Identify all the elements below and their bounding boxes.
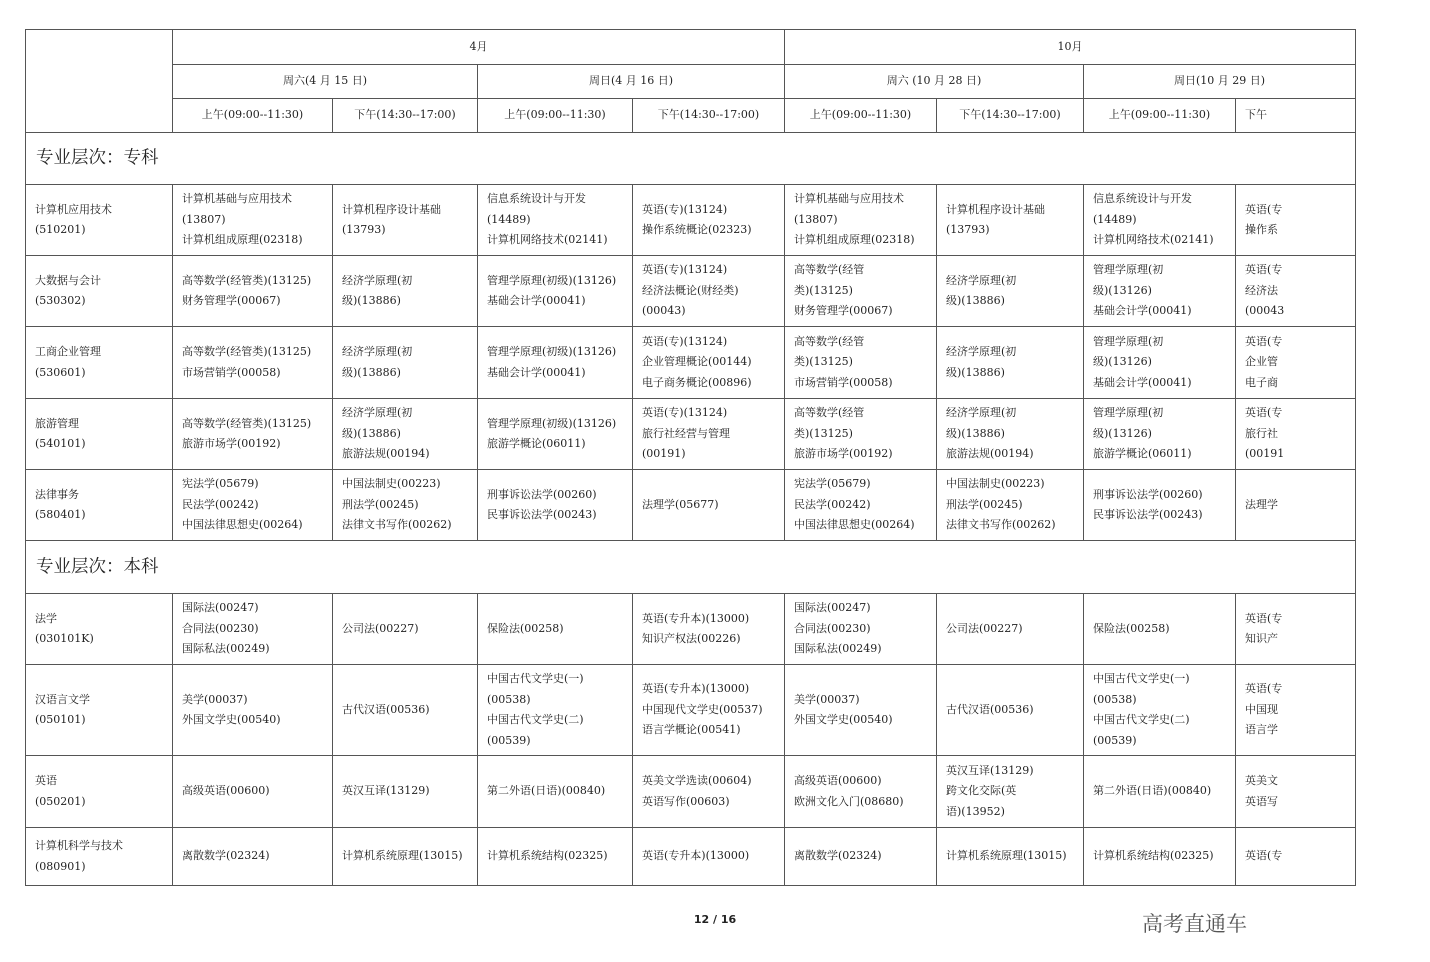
cell-line: 法理学(05677) [642,497,719,511]
course-cell [478,756,633,828]
cell-line: 离散数学(02324) [182,849,270,863]
cell-line: 英语(专 [1245,334,1283,348]
cell-line: 中国古代文学史(一) [487,672,584,685]
cell-line: 公司法(00227) [946,621,1023,635]
cell-line: 宪法学(05679) [794,477,871,491]
cell-line: 刑事诉讼法学(00260) [1093,487,1203,501]
cell-line: 企业管理概论(00144) [642,355,752,369]
course-cell [478,828,633,886]
course-cell [785,185,937,256]
time-slot-header: 上午(09:00--11:30) [478,99,633,133]
course-cell [1084,327,1236,399]
cell-line: (00043 [1245,304,1285,318]
corner-cell [26,30,173,133]
course-cell [333,594,478,665]
cell-line: (050201) [35,794,86,808]
cell-line: 英汉互译(13129) [946,763,1034,777]
course-cell [478,665,633,756]
course-cell [1236,185,1356,256]
cell-line: (00538) [1093,692,1137,706]
cell-line: 级)(13886) [342,294,401,307]
cell-line: 合同法(00230) [794,621,871,635]
course-cell [173,756,333,828]
course-cell [937,828,1084,886]
course-cell [1236,828,1356,886]
cell-line: 管理学原理(初级)(13126) [487,273,617,287]
cell-line: 英语写 [1245,794,1278,808]
cell-line: 信息系统设计与开发 [1093,192,1192,206]
cell-line: 英语(专升本)(13000) [642,611,750,625]
cell-line: 电子商务概论(00896) [642,375,752,389]
cell-line: 经济学原理(初 [342,406,413,420]
course-cell [785,399,937,470]
course-cell [173,185,333,256]
major-cell [26,756,173,828]
cell-line: 计算机组成原理(02318) [182,233,303,247]
time-slot-header: 下午(14:30--17:00) [633,99,785,133]
slot-header-row [26,99,1356,133]
cell-line: 中国现 [1245,702,1278,716]
cell-line: 信息系统设计与开发 [487,192,586,206]
course-cell [1236,756,1356,828]
cell-line: 高级英语(00600) [182,784,270,798]
cell-line: 跨文化交际(英 [946,784,1017,798]
table-row [26,327,1356,399]
course-cell [333,665,478,756]
cell-line: 计算机系统原理(13015) [342,849,463,863]
course-cell [1236,399,1356,470]
table-row [26,185,1356,256]
time-slot-header: 下午(14:30--17:00) [333,99,478,133]
cell-line: (14489) [1093,212,1137,226]
cell-line: (13793) [342,223,386,236]
cell-line: (13793) [946,223,990,236]
cell-line: 计算机网络技术(02141) [487,233,608,247]
cell-line: 国际法(00247) [182,601,259,615]
course-cell [1084,665,1236,756]
table-row [26,256,1356,327]
table-row [26,594,1356,665]
time-slot-header: 上午(09:00--11:30) [785,99,937,133]
cell-line: 计算机基础与应用技术 [182,192,292,206]
cell-line: 级)(13886) [342,426,401,440]
course-cell [173,399,333,470]
cell-line: 经济学原理(初 [342,345,413,358]
cell-line: 类)(13125) [794,283,853,297]
day-header: 周六 (10 月 28 日) [785,65,1084,99]
time-slot-header: 上午(09:00--11:30) [173,99,333,133]
cell-line: 法理学 [1245,497,1278,511]
cell-line: 级)(13886) [342,365,401,379]
course-cell [1236,256,1356,327]
cell-line: 汉语言文学 [35,692,90,706]
table-row [26,665,1356,756]
cell-line: 大数据与会计 [35,273,101,287]
cell-line: 市场营销学(00058) [182,365,281,379]
cell-line: 语)(13952) [946,804,1005,818]
cell-line: 美学(00037) [182,692,248,706]
cell-line: (030101K) [35,632,94,645]
course-cell [173,327,333,399]
course-cell [173,665,333,756]
course-cell [1236,665,1356,756]
cell-line: 民事诉讼法学(00243) [1093,508,1203,521]
course-cell [1084,828,1236,886]
cell-line: (00539) [487,733,531,747]
cell-line: 民法学(00242) [794,497,871,511]
cell-line: 离散数学(02324) [794,849,882,863]
cell-line: 高级英语(00600) [794,774,882,787]
course-cell [1236,470,1356,541]
cell-line: 电子商 [1245,375,1278,389]
major-cell [26,594,173,665]
cell-line: 基础会计学(00041) [487,294,586,307]
cell-line: (00538) [487,692,531,706]
major-cell [26,828,173,886]
major-cell [26,327,173,399]
time-slot-header: 下午 [1236,99,1356,133]
cell-line: 计算机系统原理(13015) [946,849,1067,863]
cell-line: 英语(专)(13124) [642,406,728,420]
cell-line: 刑法学(00245) [342,497,419,511]
course-cell [937,665,1084,756]
section-row [26,541,1356,594]
course-cell [633,399,785,470]
course-cell [173,256,333,327]
cell-line: 中国古代文学史(一) [1093,672,1190,685]
table-row [26,470,1356,541]
course-cell [478,256,633,327]
cell-line: (13807) [182,212,226,226]
cell-line: 英语(专 [1245,406,1283,420]
table-row [26,756,1356,828]
course-cell [1236,594,1356,665]
cell-line: (00043) [642,304,686,318]
course-cell [173,594,333,665]
course-cell [333,828,478,886]
cell-line: 工商企业管理 [35,345,101,358]
cell-line: 保险法(00258) [1093,621,1170,635]
cell-line: 旅行社 [1245,426,1278,440]
course-cell [633,756,785,828]
cell-line: 经济法 [1245,283,1278,297]
cell-line: 旅游学概论(06011) [1093,447,1192,461]
cell-line: 中国法制史(00223) [946,477,1045,491]
course-cell [633,327,785,399]
cell-line: 英语(专 [1245,849,1283,863]
cell-line: 英语(专)(13124) [642,263,728,277]
course-cell [333,470,478,541]
course-cell [1084,470,1236,541]
course-cell [937,256,1084,327]
cell-line: (510201) [35,223,86,236]
cell-line: 高等数学(经管类)(13125) [182,345,312,358]
cell-line: 管理学原理(初 [1093,406,1164,420]
cell-line: 国际私法(00249) [794,642,882,656]
cell-line: (530601) [35,365,86,379]
course-cell [478,185,633,256]
time-slot-header: 下午(14:30--17:00) [937,99,1084,133]
course-cell [785,256,937,327]
course-cell [633,665,785,756]
cell-line: 类)(13125) [794,426,853,440]
cell-line: (00191) [642,447,686,461]
course-cell [785,828,937,886]
cell-line: 法律事务 [35,487,79,501]
cell-line: 计算机程序设计基础 [946,202,1045,216]
day-header: 周六(4 月 15 日) [173,65,478,99]
course-cell [1084,256,1236,327]
cell-line: 中国法律思想史(00264) [182,518,303,532]
cell-line: 计算机应用技术 [35,202,112,216]
course-cell [333,756,478,828]
cell-line: 法学 [35,611,57,625]
course-cell [937,185,1084,256]
cell-line: 古代汉语(00536) [342,702,430,716]
section-title: 专业层次：专科 [26,133,1356,185]
course-cell [333,327,478,399]
course-cell [478,399,633,470]
cell-line: 财务管理学(00067) [182,294,281,307]
cell-line: 级)(13126) [1093,355,1152,369]
cell-line: (580401) [35,508,86,521]
watermark: 高考直通车 [1142,912,1247,936]
day-header: 周日(4 月 16 日) [478,65,785,99]
course-cell [333,185,478,256]
cell-line: 英汉互译(13129) [342,784,430,798]
cell-line: (13807) [794,212,838,226]
month-header: 4月 [173,30,785,65]
cell-line: (540101) [35,437,86,450]
course-cell [937,327,1084,399]
cell-line: 英语(专)(13124) [642,202,728,216]
page-number: 12 / 16 [693,913,737,926]
cell-line: 旅游法规(00194) [946,447,1034,461]
cell-line: 高等数学(经管 [794,406,865,420]
course-cell [333,399,478,470]
cell-line: 英语(专升本)(13000) [642,849,750,863]
cell-line: 语言学 [1245,723,1278,737]
cell-line: 中国古代文学史(二) [487,713,584,726]
cell-line: 英语(专 [1245,263,1283,277]
cell-line: 企业管 [1245,355,1278,369]
cell-line: 第二外语(日语)(00840) [487,784,606,798]
cell-line: 计算机基础与应用技术 [794,192,904,206]
cell-line: 基础会计学(00041) [487,365,586,379]
cell-line: 法律文书写作(00262) [342,518,452,532]
course-cell [173,828,333,886]
cell-line: 国际法(00247) [794,601,871,615]
cell-line: 英语(专 [1245,682,1283,696]
course-cell [785,756,937,828]
cell-line: 操作系统概论(02323) [642,223,752,236]
exam-schedule-table [25,29,1356,886]
time-slot-header: 上午(09:00--11:30) [1084,99,1236,133]
course-cell [1084,399,1236,470]
cell-line: 中国现代文学史(00537) [642,702,763,716]
cell-line: 宪法学(05679) [182,477,259,491]
major-cell [26,185,173,256]
course-cell [478,470,633,541]
cell-line: (00191 [1245,447,1285,461]
cell-line: 美学(00037) [794,692,860,706]
course-cell [1084,185,1236,256]
course-cell [785,665,937,756]
course-cell [785,594,937,665]
major-cell [26,665,173,756]
cell-line: 基础会计学(00041) [1093,375,1192,389]
cell-line: 类)(13125) [794,355,853,369]
course-cell [937,594,1084,665]
table-row [26,828,1356,886]
cell-line: (080901) [35,859,86,873]
course-cell [633,256,785,327]
cell-line: 知识产权法(00226) [642,632,741,645]
month-header: 10月 [785,30,1356,65]
cell-line: 旅游法规(00194) [342,447,430,461]
course-cell [937,399,1084,470]
cell-line: 旅游管理 [35,416,79,430]
day-header: 周日(10 月 29 日) [1084,65,1356,99]
course-cell [633,828,785,886]
cell-line: 计算机网络技术(02141) [1093,233,1214,247]
cell-line: 旅游学概论(06011) [487,437,586,450]
cell-line: 市场营销学(00058) [794,375,893,389]
cell-line: 外国文学史(00540) [182,713,281,726]
cell-line: 刑事诉讼法学(00260) [487,487,597,501]
cell-line: 经济学原理(初 [946,406,1017,420]
cell-line: 国际私法(00249) [182,642,270,656]
course-cell [1236,327,1356,399]
cell-line: 民法学(00242) [182,497,259,511]
cell-line: 高等数学(经管 [794,334,865,348]
section-title: 专业层次：本科 [26,541,1356,594]
course-cell [785,327,937,399]
cell-line: 操作系 [1245,223,1278,236]
cell-line: 第二外语(日语)(00840) [1093,784,1212,798]
course-cell [633,594,785,665]
day-header-row [26,65,1356,99]
course-cell [633,185,785,256]
cell-line: 英语 [35,774,57,787]
cell-line: 级)(13126) [1093,283,1152,297]
cell-line: 合同法(00230) [182,621,259,635]
course-cell [478,327,633,399]
cell-line: (050101) [35,713,86,726]
cell-line: 中国古代文学史(二) [1093,713,1190,726]
cell-line: 旅游市场学(00192) [794,447,893,461]
cell-line: 计算机系统结构(02325) [1093,849,1214,863]
cell-line: 高等数学(经管类)(13125) [182,416,312,430]
cell-line: 民事诉讼法学(00243) [487,508,597,521]
cell-line: 级)(13886) [946,426,1005,440]
cell-line: 英语(专 [1245,611,1283,625]
course-cell [633,470,785,541]
cell-line: 中国法律思想史(00264) [794,518,915,532]
course-cell [785,470,937,541]
cell-line: 保险法(00258) [487,621,564,635]
cell-line: 级)(13126) [1093,426,1152,440]
course-cell [937,470,1084,541]
course-cell [1084,756,1236,828]
cell-line: 知识产 [1245,632,1278,645]
cell-line: 公司法(00227) [342,621,419,635]
cell-line: 英语(专升本)(13000) [642,682,750,696]
cell-line: 经济学原理(初 [946,273,1017,287]
cell-line: 高等数学(经管 [794,263,865,277]
cell-line: 级)(13886) [946,365,1005,379]
cell-line: 财务管理学(00067) [794,304,893,318]
cell-line: 旅行社经营与管理 [642,426,730,440]
cell-line: 计算机程序设计基础 [342,202,441,216]
table-row [26,399,1356,470]
cell-line: 管理学原理(初级)(13126) [487,345,617,358]
cell-line: (530302) [35,294,86,307]
cell-line: 级)(13886) [946,294,1005,307]
major-cell [26,399,173,470]
cell-line: 外国文学史(00540) [794,713,893,726]
cell-line: 英美文学选读(00604) [642,774,752,787]
course-cell [333,256,478,327]
cell-line: 旅游市场学(00192) [182,437,281,450]
cell-line: 欧洲文化入门(08680) [794,794,904,808]
major-cell [26,470,173,541]
course-cell [937,756,1084,828]
major-cell [26,256,173,327]
month-header-row [26,30,1356,65]
cell-line: 计算机科学与技术 [35,839,123,852]
cell-line: 经济法概论(财经类) [642,283,739,297]
cell-line: 法律文书写作(00262) [946,518,1056,532]
cell-line: (14489) [487,212,531,226]
course-cell [1084,594,1236,665]
cell-line: 英美文 [1245,774,1278,787]
cell-line: 刑法学(00245) [946,497,1023,511]
course-cell [478,594,633,665]
cell-line: 中国法制史(00223) [342,477,441,491]
cell-line: 经济学原理(初 [946,345,1017,358]
cell-line: 计算机组成原理(02318) [794,233,915,247]
cell-line: 经济学原理(初 [342,273,413,287]
cell-line: (00539) [1093,733,1137,747]
course-cell [173,470,333,541]
cell-line: 管理学原理(初级)(13126) [487,416,617,430]
cell-line: 古代汉语(00536) [946,702,1034,716]
cell-line: 英语(专)(13124) [642,334,728,348]
cell-line: 英语写作(00603) [642,794,730,808]
cell-line: 高等数学(经管类)(13125) [182,273,312,287]
cell-line: 管理学原理(初 [1093,263,1164,277]
cell-line: 英语(专 [1245,202,1283,216]
cell-line: 语言学概论(00541) [642,723,741,737]
section-row [26,133,1356,185]
cell-line: 计算机系统结构(02325) [487,849,608,863]
cell-line: 基础会计学(00041) [1093,304,1192,318]
cell-line: 管理学原理(初 [1093,334,1164,348]
